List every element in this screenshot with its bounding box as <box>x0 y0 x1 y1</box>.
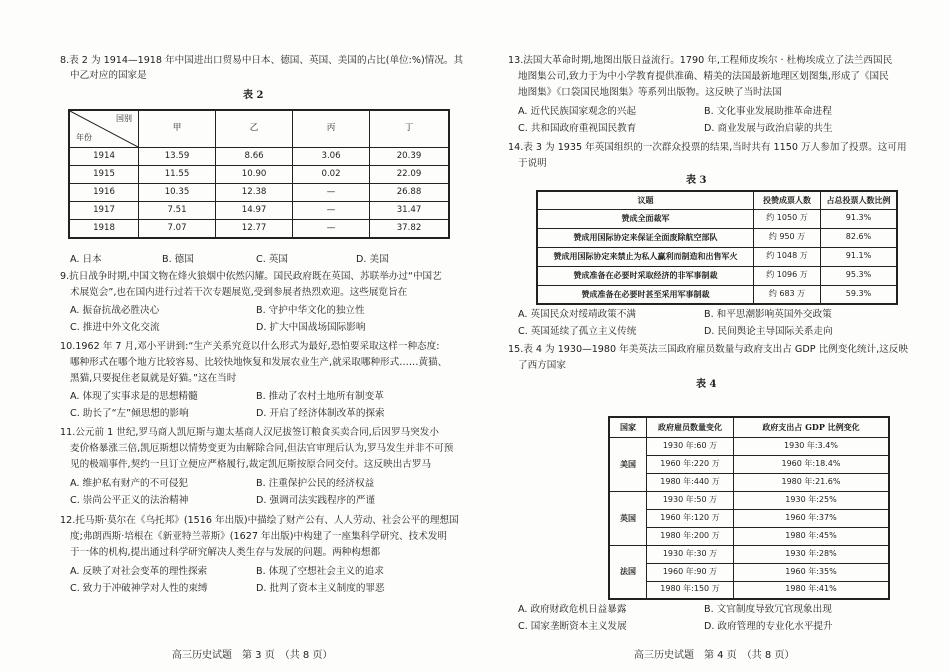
left-page-footer: 高三历史试题 第 3 页 （共 8 页） <box>172 650 333 661</box>
cell: 91.3% <box>821 209 898 228</box>
q8-stem-line-1: 8.表 2 为 1914—1918 年中国进出口贸易中日本、德国、英国、美国的占比(单位:%)情况。其 <box>60 55 464 66</box>
q9-option-c[interactable]: C. 推进中外文化交流 <box>70 322 160 333</box>
cell: 82.6% <box>821 228 898 247</box>
cell: 1960 年:120 万 <box>647 509 734 527</box>
cell: 1915 <box>69 166 139 184</box>
cell: 20.39 <box>369 148 449 166</box>
q14-stem-line-2: 于说明 <box>518 158 547 169</box>
q12-option-b[interactable]: B. 体现了空想社会主义的追求 <box>256 566 384 577</box>
cell: 1980 年:150 万 <box>647 581 734 599</box>
cell: 赞成准备在必要时甚至采用军事制裁 <box>537 285 754 304</box>
table-row <box>69 184 449 202</box>
q9-stem-line-1: 9.抗日战争时期,中国文物在烽火狼烟中依然闪耀。国民政府既在英国、苏联举办过“中国艺 <box>60 271 442 282</box>
col-header: 投赞成票人数 <box>754 191 821 209</box>
cell: 1980 年:41% <box>734 581 890 599</box>
q10-stem-line-1: 10.1962 年 7 月,邓小平讲到:“生产关系究竟以什么形式为最好,恐怕要采取这样一种态度: <box>60 341 440 352</box>
q14-stem-line-1: 14.表 3 为 1935 年英国组织的一次群众投票的结果,当时共有 1150 万人参加了投票。这可用 <box>508 142 907 153</box>
table-row <box>69 166 449 184</box>
cell: 1930 年:28% <box>734 545 890 563</box>
right-page-footer: 高三历史试题 第 4 页 （共 8 页） <box>634 650 795 661</box>
cell: 1917 <box>69 202 139 220</box>
table-3 <box>536 190 898 305</box>
cell: 11.55 <box>139 166 216 184</box>
table-row <box>537 285 897 304</box>
table-4-caption: 表 4 <box>696 379 717 390</box>
cell: 1960 年:90 万 <box>647 563 734 581</box>
header-year: 年份 <box>76 133 92 143</box>
cell: 1930 年:25% <box>734 491 890 509</box>
cell: 1918 <box>69 220 139 238</box>
table-row <box>537 228 897 247</box>
q13-stem-line-2: 地图集公司,致力于为中小学教育提供准确、精美的法国最新地理区划图集,形成了《国民 <box>518 71 889 82</box>
q15-stem-line-2: 了西方国家 <box>518 360 566 371</box>
cell: 8.66 <box>216 148 293 166</box>
q12-option-c[interactable]: C. 致力于冲破神学对人性的束缚 <box>70 583 208 594</box>
q14-option-d[interactable]: D. 民间舆论主导国际关系走向 <box>704 326 833 337</box>
table-row <box>537 209 897 228</box>
cell: 赞成全面裁军 <box>537 209 754 228</box>
cell: 59.3% <box>821 285 898 304</box>
q8-option-c[interactable]: C. 英国 <box>256 254 288 265</box>
q12-option-d[interactable]: D. 批判了资本主义制度的罪恶 <box>256 583 385 594</box>
table-2-diagonal-header <box>69 110 139 148</box>
table-row <box>609 527 889 545</box>
q13-option-c[interactable]: C. 共和国政府重视国民教育 <box>518 123 637 134</box>
country-cell: 英国 <box>609 491 647 545</box>
cell: 赞成用国际协定来禁止为私人赢利而制造和出售军火 <box>537 247 754 266</box>
table-2-caption: 表 2 <box>243 90 264 101</box>
q11-option-c[interactable]: C. 崇尚公平正义的法治精神 <box>70 495 189 506</box>
cell: 22.09 <box>369 166 449 184</box>
cell: 1914 <box>69 148 139 166</box>
cell: 约 1096 万 <box>754 266 821 285</box>
cell: 1960 年:35% <box>734 563 890 581</box>
table-2 <box>68 109 450 239</box>
cell: — <box>293 184 370 202</box>
cell: 95.3% <box>821 266 898 285</box>
q15-option-a[interactable]: A. 政府财政危机日益暴露 <box>518 604 627 615</box>
cell: 7.07 <box>139 220 216 238</box>
col-header: 丙 <box>293 110 370 148</box>
table-row <box>609 509 889 527</box>
q13-stem-line-3: 地图集》《口袋国民地图集》等系列出版物。这反映了当时法国 <box>518 87 782 98</box>
q10-option-c[interactable]: C. 助长了“左”倾思想的影响 <box>70 408 189 419</box>
cell: 1980 年:21.6% <box>734 473 890 491</box>
cell: 37.82 <box>369 220 449 238</box>
cell: 1930 年:60 万 <box>647 437 734 455</box>
cell: 26.88 <box>369 184 449 202</box>
table-row <box>609 563 889 581</box>
q8-stem-line-2: 中乙对应的国家是 <box>70 70 147 81</box>
cell: 31.47 <box>369 202 449 220</box>
q10-stem-line-2: 哪种形式在哪个地方比较容易、比较快地恢复和发展农业生产,就采取哪种形式……黄猫、 <box>70 357 448 368</box>
q11-stem-line-3: 见的极端事件,契约一旦订立便应严格履行,裁定凯厄斯按原合同交付。这反映出古罗马 <box>70 459 432 470</box>
q15-option-c[interactable]: C. 国家垄断资本主义发展 <box>518 621 627 632</box>
cell: 赞成准备在必要时采取经济的非军事制裁 <box>537 266 754 285</box>
col-header: 政府雇员数量变化 <box>647 417 734 437</box>
q14-option-c[interactable]: C. 英国延续了孤立主义传统 <box>518 326 637 337</box>
cell: 约 1050 万 <box>754 209 821 228</box>
cell: 1916 <box>69 184 139 202</box>
q15-option-b[interactable]: B. 文官制度导致冗官现象出现 <box>704 604 832 615</box>
q10-option-d[interactable]: D. 开启了经济体制改革的探索 <box>256 408 385 419</box>
table-row <box>537 266 897 285</box>
q13-option-d[interactable]: D. 商业发展与政治启蒙的共生 <box>704 123 833 134</box>
cell: 约 683 万 <box>754 285 821 304</box>
q10-option-b[interactable]: B. 推动了农村土地所有制变革 <box>256 391 384 402</box>
table-row <box>609 473 889 491</box>
col-header: 国家 <box>609 417 647 437</box>
q12-stem-line-3: 于一体的机构,提出通过科学研究解决人类生存与发展的问题。两种构想都 <box>70 547 381 558</box>
q11-option-d[interactable]: D. 强调司法实践程序的严谨 <box>256 495 376 506</box>
q11-stem-line-1: 11.公元前 1 世纪,罗马商人凯厄斯与迦太基商人汉尼拔签订粮食买卖合同,后因罗马突发小 <box>60 427 439 438</box>
col-header: 丁 <box>369 110 449 148</box>
q14-option-b[interactable]: B. 和平思潮影响英国外交政策 <box>704 309 832 320</box>
cell: 13.59 <box>139 148 216 166</box>
table-row <box>609 491 889 509</box>
col-header: 甲 <box>139 110 216 148</box>
q15-stem-line-1: 15.表 4 为 1930—1980 年美英法三国政府雇员数量与政府支出占 GDP 比例变化统计,这反映 <box>508 344 908 355</box>
cell: 1980 年:200 万 <box>647 527 734 545</box>
col-header: 议题 <box>537 191 754 209</box>
q8-option-d[interactable]: D. 美国 <box>356 254 389 265</box>
cell: — <box>293 220 370 238</box>
q15-option-d[interactable]: D. 政府管理的专业化水平提升 <box>704 621 833 632</box>
cell: 1980 年:440 万 <box>647 473 734 491</box>
q9-option-a[interactable]: A. 振奋抗战必胜决心 <box>70 305 160 316</box>
q13-option-b[interactable]: B. 文化事业发展助推革命进程 <box>704 106 832 117</box>
table-row <box>609 581 889 599</box>
col-header: 政府支出占 GDP 比例变化 <box>734 417 890 437</box>
col-header: 乙 <box>216 110 293 148</box>
cell: 12.77 <box>216 220 293 238</box>
table-row <box>609 545 889 563</box>
country-cell: 法国 <box>609 545 647 599</box>
q13-stem-line-1: 13.法国大革命时期,地图出版日益流行。1790 年,工程师皮埃尔 · 杜梅埃成立了法兰西国民 <box>508 55 893 66</box>
q9-option-b[interactable]: B. 守护中华文化的独立性 <box>256 305 365 316</box>
q11-option-a[interactable]: A. 维护私有财产的不可侵犯 <box>70 478 189 489</box>
q10-option-a[interactable]: A. 体现了实事求是的思想精髓 <box>70 391 198 402</box>
cell: 1960 年:18.4% <box>734 455 890 473</box>
q12-stem-line-1: 12.托马斯·莫尔在《乌托邦》(1516 年出版)中描绘了财产公有、人人劳动、社会公平的理想国 <box>60 515 459 526</box>
table-row <box>609 455 889 473</box>
cell: 91.1% <box>821 247 898 266</box>
cell: — <box>293 202 370 220</box>
table-3-caption: 表 3 <box>686 175 707 186</box>
table-row <box>69 220 449 238</box>
cell: 1980 年:45% <box>734 527 890 545</box>
table-row <box>69 148 449 166</box>
country-cell: 美国 <box>609 437 647 491</box>
cell: 1960 年:37% <box>734 509 890 527</box>
cell: 赞成用国际协定来保证全面废除航空部队 <box>537 228 754 247</box>
q11-stem-line-2: 麦价格暴涨三倍,凯厄斯想以情势变更为由解除合同,但法官审理后认为,罗马发生并非不可预 <box>70 443 454 454</box>
cell: 1930 年:50 万 <box>647 491 734 509</box>
col-header: 占总投票人数比例 <box>821 191 898 209</box>
cell: 7.51 <box>139 202 216 220</box>
table-4 <box>608 416 890 600</box>
cell: 3.06 <box>293 148 370 166</box>
table-row <box>537 247 897 266</box>
cell: 10.90 <box>216 166 293 184</box>
table-row <box>69 202 449 220</box>
cell: 10.35 <box>139 184 216 202</box>
q8-option-a[interactable]: A. 日本 <box>70 254 102 265</box>
cell: 1930 年:30 万 <box>647 545 734 563</box>
cell: 1960 年:220 万 <box>647 455 734 473</box>
q10-stem-line-3: 黑猫,只要捉住老鼠就是好猫。”这在当时 <box>70 373 237 384</box>
q11-option-b[interactable]: B. 注重保护公民的经济权益 <box>256 478 375 489</box>
cell: 1930 年:3.4% <box>734 437 890 455</box>
cell: 0.02 <box>293 166 370 184</box>
table-row <box>609 437 889 455</box>
q13-option-a[interactable]: A. 近代民族国家观念的兴起 <box>518 106 637 117</box>
q12-stem-line-2: 度;弗朗西斯·培根在《新亚特兰蒂斯》(1627 年出版)中构建了一座集科学研究、技术发明 <box>70 531 448 542</box>
cell: 约 1048 万 <box>754 247 821 266</box>
header-country: 国别 <box>116 114 132 123</box>
q9-option-d[interactable]: D. 扩大中国战场国际影响 <box>256 322 366 333</box>
q8-option-b[interactable]: B. 德国 <box>162 254 194 265</box>
cell: 14.97 <box>216 202 293 220</box>
q14-option-a[interactable]: A. 英国民众对绥靖政策不满 <box>518 309 637 320</box>
q9-stem-line-2: 术展览会”,也在国内进行过若干次专题展览,受到参展者热烈欢迎。这些展览旨在 <box>70 287 408 298</box>
cell: 12.38 <box>216 184 293 202</box>
cell: 约 950 万 <box>754 228 821 247</box>
q12-option-a[interactable]: A. 反映了对社会变革的理性探索 <box>70 566 208 577</box>
